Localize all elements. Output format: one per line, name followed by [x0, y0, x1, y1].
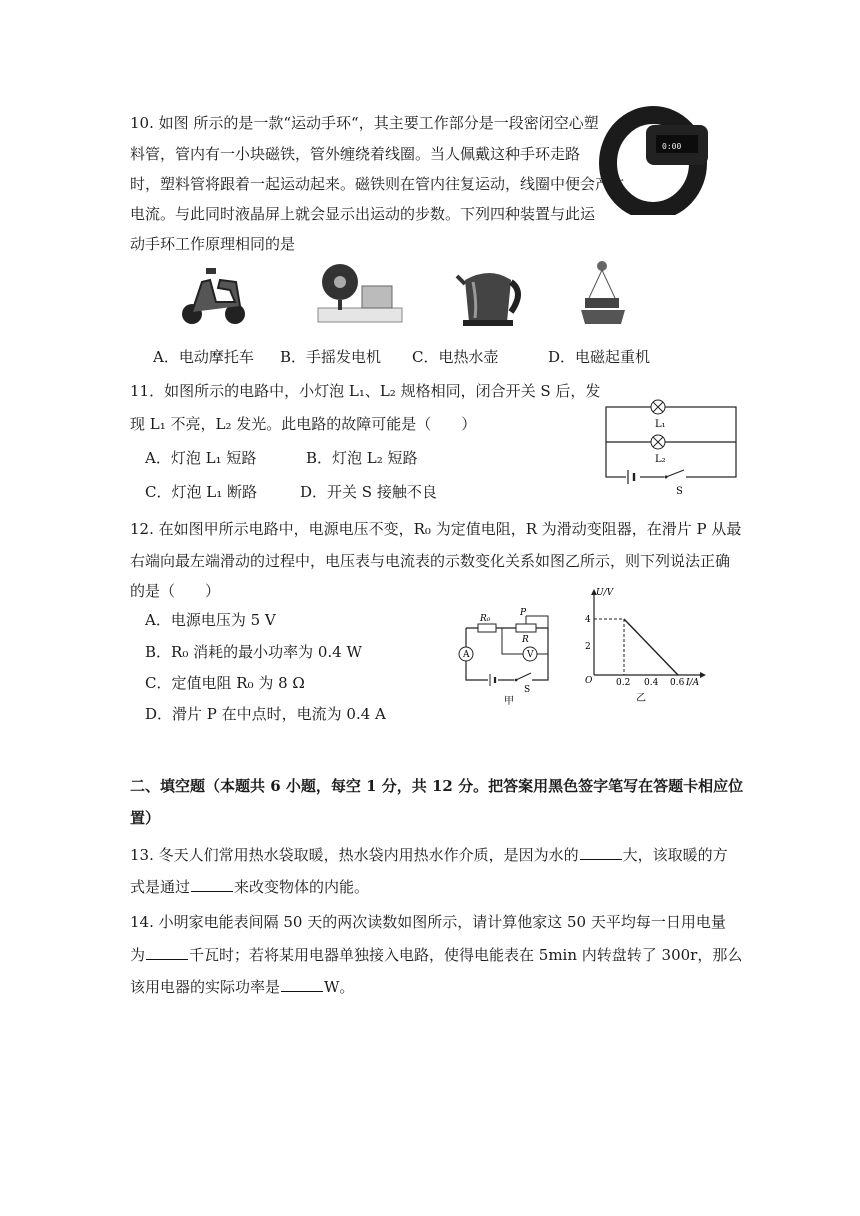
q11-label-l1: L₁: [655, 419, 666, 430]
q12-graph-tick-2: 2: [585, 642, 591, 652]
q12-r0-label: R₀: [480, 614, 491, 624]
q12-graph-origin: O: [585, 676, 593, 686]
q12-graph-tick-4: 4: [585, 615, 591, 625]
q10-option-a: A．电动摩托车: [153, 348, 254, 366]
q10-line-5: 动手环工作原理相同的是: [130, 235, 296, 253]
q12-line-2: 右端向最左端滑动的过程中，电压表与电流表的示数变化关系如图乙所示，则下列说法正确: [130, 552, 731, 570]
fitness-band-image: [598, 105, 718, 215]
q13-blank-2[interactable]: [191, 877, 233, 892]
q13-line-2: [130, 877, 369, 897]
q13-text-2b: 来改变物体的内能。: [234, 878, 370, 896]
q14-text-2a: 为: [130, 946, 146, 964]
electric-kettle-image: [455, 262, 525, 328]
q14-text-3b: W。: [324, 978, 355, 996]
section-2-heading-cont: 置）: [130, 809, 161, 827]
q12-option-a: A．电源电压为 5 V: [145, 611, 276, 629]
q12-p-label: P: [520, 608, 527, 618]
q11-line-1: 11．如图所示的电路中，小灯泡 L₁、L₂ 规格相同，闭合开关 S 后，发: [130, 382, 601, 400]
q11-option-a: A．灯泡 L₁ 短路: [145, 449, 257, 467]
q12-s-label: S: [524, 685, 531, 695]
q11-label-s: S: [676, 486, 683, 497]
q10-line-1: 10. 如图 所示的是一款“运动手环“，其主要工作部分是一段密闭空心塑: [130, 114, 599, 132]
q10-line-3: 时，塑料管将跟着一起运动起来。磁铁则在管内往复运动，线圈中便会产生: [130, 175, 626, 193]
q12-graph-tick-02: 0.2: [616, 678, 631, 688]
hand-generator-image: [312, 260, 407, 328]
q12-line-1: 12. 在如图甲所示电路中，电源电压不变，R₀ 为定值电阻，R 为滑动变阻器，在滑片 P 从最: [130, 520, 742, 538]
q12-option-d: D．滑片 P 在中点时，电流为 0.4 A: [145, 705, 386, 723]
q13-text-1a: 13. 冬天人们常用热水袋取暖，热水袋内用热水作介质，是因为水的: [130, 846, 579, 864]
q14-blank-1[interactable]: [146, 945, 188, 960]
q12-voltmeter-label: V: [527, 650, 534, 660]
q12-graph-tick-04: 0.4: [644, 678, 659, 688]
q10-line-2: 料管，管内有一小块磁铁，管外缠绕着线圈。当人佩戴这种手环走路: [130, 145, 581, 163]
q12-circuit-jia: [458, 608, 568, 708]
svg-text:0:00: 0:00: [662, 142, 682, 151]
q12-yi-caption: 乙: [636, 693, 646, 704]
q12-graph-tick-06: 0.6: [670, 678, 685, 688]
q13-blank-1[interactable]: [580, 845, 622, 860]
q11-line-2: 现 L₁ 不亮，L₂ 发光。此电路的故障可能是（ ）: [130, 415, 477, 433]
q10-option-d: D．电磁起重机: [548, 348, 651, 366]
q12-r-label: R: [522, 635, 529, 645]
q12-graph-xlabel: I/A: [686, 678, 700, 688]
electromagnetic-crane-image: [577, 258, 632, 330]
q12-option-c: C．定值电阻 R₀ 为 8 Ω: [145, 674, 305, 692]
q12-jia-caption: 甲: [504, 696, 514, 707]
q11-option-d: D．开关 S 接触不良: [300, 483, 437, 501]
q10-line-4: 电流。与此同时液晶屏上就会显示出运动的步数。下列四种装置与此运: [130, 205, 596, 223]
q14-line-3: [130, 977, 354, 997]
q12-graph-yi: [582, 585, 712, 705]
q11-option-b: B．灯泡 L₂ 短路: [306, 449, 418, 467]
q12-option-b: B．R₀ 消耗的最小功率为 0.4 W: [145, 643, 362, 661]
q12-graph-ylabel: U/V: [596, 588, 614, 598]
q14-blank-2[interactable]: [281, 977, 323, 992]
q10-option-c: C．电热水壶: [412, 348, 499, 366]
q12-ammeter-label: A: [463, 650, 470, 660]
q11-option-c: C．灯泡 L₁ 断路: [145, 483, 257, 501]
q11-label-l2: L₂: [655, 454, 666, 465]
q13-line-1: [130, 845, 728, 865]
q13-text-2a: 式是通过: [130, 878, 191, 896]
q11-circuit-diagram: [598, 395, 748, 500]
q14-text-3a: 该用电器的实际功率是: [130, 978, 281, 996]
q12-line-3: 的是（ ）: [130, 582, 221, 600]
electric-scooter-image: [180, 262, 245, 327]
q10-option-b: B．手摇发电机: [280, 348, 382, 366]
q14-text-2b: 千瓦时；若将某用电器单独接入电路，使得电能表在 5min 内转盘转了 300r，那么: [189, 946, 743, 964]
q14-line-1: 14. 小明家电能表间隔 50 天的两次读数如图所示，请计算他家这 50 天平均每一日用电量: [130, 913, 726, 931]
section-2-heading: 二、填空题（本题共 6 小题，每空 1 分，共 12 分。把答案用黑色签字笔写在答题卡相应位: [130, 777, 744, 795]
q14-line-2: [130, 945, 742, 965]
q13-text-1b: 大，该取暖的方: [622, 846, 728, 864]
